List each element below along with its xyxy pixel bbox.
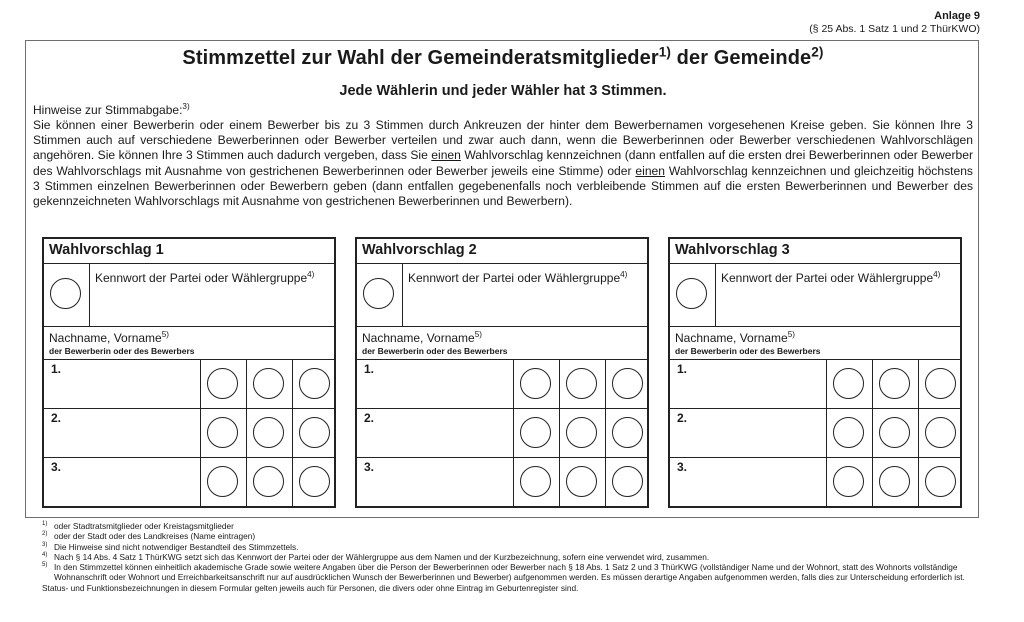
footnote-text: oder der Stadt oder des Landkreises (Name eintragen)	[54, 531, 256, 542]
wahlvorschlag-box	[355, 237, 649, 508]
keyword-row	[44, 264, 334, 327]
vote-cell	[826, 458, 872, 507]
list-vote-cell	[357, 264, 403, 326]
keyword-row	[357, 264, 647, 327]
keyword-label	[721, 271, 940, 285]
vote-cell	[605, 458, 651, 507]
ballot-subtitle: Jede Wählerin und jeder Wähler hat 3 Stimmen.	[339, 83, 667, 99]
wahlvorschlag-box	[668, 237, 962, 508]
candidate-number: 1.	[364, 362, 375, 376]
vote-cell	[872, 360, 918, 408]
candidate-row	[357, 360, 647, 409]
name-label-note: 5)	[161, 330, 169, 339]
vote-cell	[918, 409, 964, 457]
candidate-number: 1.	[677, 362, 688, 376]
hint-label	[33, 103, 190, 117]
candidate-number: 3.	[364, 460, 375, 474]
footnote	[42, 531, 980, 541]
footnote-text: Die Hinweise sind nicht notwendiger Bestandteil des Stimmzettels.	[54, 541, 299, 552]
vote-cell	[200, 409, 246, 457]
vote-circle[interactable]	[612, 368, 643, 399]
vote-cell	[826, 360, 872, 408]
vote-cell	[826, 409, 872, 457]
candidate-row	[357, 409, 647, 458]
vote-circle[interactable]	[833, 417, 864, 448]
candidate-row	[44, 458, 334, 507]
name-sublabel: der Bewerberin oder des Bewerbers	[675, 346, 821, 356]
footnote-mark: 5)	[42, 562, 48, 569]
name-sublabel: der Bewerberin oder des Bewerbers	[49, 346, 195, 356]
ballot-title-note2: 2)	[811, 44, 824, 60]
vote-circle[interactable]	[566, 368, 597, 399]
annex-label	[809, 10, 980, 36]
annex-number: Anlage 9	[934, 10, 980, 22]
vote-circle[interactable]	[253, 368, 284, 399]
candidate-number: 2.	[677, 411, 688, 425]
hint-underline1: einen	[431, 148, 461, 163]
vote-circle[interactable]	[207, 466, 238, 497]
vote-circle[interactable]	[925, 466, 956, 497]
ballot-title	[26, 44, 980, 70]
candidate-row	[670, 458, 960, 507]
name-label-note: 5)	[474, 330, 482, 339]
candidate-row	[357, 458, 647, 507]
ballot-title-note1: 1)	[658, 44, 672, 60]
ballot-title-end: der Gemeinde	[671, 47, 812, 69]
vote-circle[interactable]	[253, 417, 284, 448]
list-vote-circle[interactable]	[363, 278, 394, 309]
name-label-text: Nachname, Vorname	[49, 331, 162, 345]
vote-cell	[246, 360, 292, 408]
footnote-mark: 4)	[42, 551, 48, 558]
keyword-label	[95, 271, 314, 285]
list-vote-cell	[670, 264, 716, 326]
vote-cell	[513, 458, 559, 507]
candidate-row	[670, 409, 960, 458]
hint-part2: Wahlvorschlag kennzeichnen (dann entfallen auf die ersten drei Bewerberinnen oder Bewerber des Wahlvorschlags mit Ausnahme von gestrichenen Bewerberinnen oder Bewerber jeweils eine Stimme) oder	[33, 148, 973, 178]
footnote-mark: 3)	[42, 541, 48, 548]
vote-circle[interactable]	[253, 466, 284, 497]
vote-circle[interactable]	[566, 466, 597, 497]
vote-cell	[292, 360, 338, 408]
vote-circle[interactable]	[879, 368, 910, 399]
candidate-number: 2.	[364, 411, 375, 425]
candidate-row	[44, 409, 334, 458]
name-label	[675, 327, 960, 345]
vote-circle[interactable]	[299, 466, 330, 497]
vote-circle[interactable]	[520, 417, 551, 448]
list-vote-circle[interactable]	[50, 278, 81, 309]
candidate-number: 2.	[51, 411, 62, 425]
vote-cell	[918, 458, 964, 507]
name-header-row	[357, 327, 647, 360]
vote-circle[interactable]	[207, 417, 238, 448]
ballot-frame	[25, 40, 979, 518]
hint-label-note: 3)	[182, 102, 190, 111]
annex-reference: (§ 25 Abs. 1 Satz 1 und 2 ThürKWO)	[809, 23, 980, 35]
name-header-row	[44, 327, 334, 360]
candidate-row	[44, 360, 334, 409]
vote-circle[interactable]	[925, 417, 956, 448]
list-vote-circle[interactable]	[676, 278, 707, 309]
wahlvorschlag-title: Wahlvorschlag 2	[357, 239, 647, 264]
vote-cell	[559, 409, 605, 457]
hint-underline2: einen	[635, 163, 665, 178]
keyword-label-note: 4)	[620, 270, 628, 279]
vote-circle[interactable]	[925, 368, 956, 399]
footnote-text: oder Stadtratsmitglieder oder Kreistagsmitglieder	[54, 521, 234, 531]
candidate-number: 3.	[677, 460, 688, 474]
vote-cell	[559, 360, 605, 408]
vote-circle[interactable]	[520, 368, 551, 399]
wahlvorschlag-title: Wahlvorschlag 1	[44, 239, 334, 264]
hint-part3: Wahlvorschlag kennzeichnen und gleichzeitig höchstens 3 Stimmen einzelnen Bewerberinnen oder Bewerbern geben (dann entfallen gegebenenfalls noch verbleibende Stimmen auf die ersten Bewerberinnen und Bewerber des gekennzeichneten Wahlvorschlags mit Ausnahme von gestrichenen Bewerberinnen und Bewerbern).	[33, 163, 973, 209]
vote-circle[interactable]	[879, 417, 910, 448]
keyword-row	[670, 264, 960, 327]
candidate-number: 3.	[51, 460, 62, 474]
footnote-mark: 1)	[42, 521, 48, 527]
vote-circle[interactable]	[520, 466, 551, 497]
footnote-text: Nach § 14 Abs. 4 Satz 1 ThürKWG setzt sich das Kennwort der Partei oder der Wählergruppe aus dem Namen und der Kurzbezeichnung, sofern eine verwendet wird, zusammen.	[54, 551, 710, 562]
ballot-title-main: Stimmzettel zur Wahl der Gemeinderatsmitglieder	[182, 47, 659, 69]
name-label	[362, 327, 647, 345]
vote-cell	[918, 360, 964, 408]
keyword-label-note: 4)	[307, 270, 315, 279]
hint-text	[33, 118, 973, 209]
vote-cell	[292, 409, 338, 457]
candidate-number: 1.	[51, 362, 62, 376]
vote-cell	[246, 409, 292, 457]
name-label-text: Nachname, Vorname	[675, 331, 788, 345]
vote-cell	[872, 409, 918, 457]
vote-cell	[872, 458, 918, 507]
keyword-label-text: Kennwort der Partei oder Wählergruppe	[408, 271, 621, 285]
vote-cell	[246, 458, 292, 507]
wahlvorschlag-box	[42, 237, 336, 508]
keyword-label-text: Kennwort der Partei oder Wählergruppe	[95, 271, 308, 285]
vote-circle[interactable]	[299, 368, 330, 399]
list-vote-cell	[44, 264, 90, 326]
footnote-mark: 2)	[42, 531, 48, 538]
footnote	[42, 542, 980, 552]
footnote	[42, 521, 980, 531]
wahlvorschlag-title: Wahlvorschlag 3	[670, 239, 960, 264]
vote-circle[interactable]	[299, 417, 330, 448]
vote-circle[interactable]	[879, 466, 910, 497]
keyword-label-text: Kennwort der Partei oder Wählergruppe	[721, 271, 934, 285]
keyword-label	[408, 271, 627, 285]
hint-part1: Sie können einer Bewerberin oder einem Bewerber bis zu 3 Stimmen durch Ankreuzen der hinter dem Bewerbernamen vorgesehenen Kreise geben. Sie können Ihre 3 Stimmen auch auf verschiedene Bewerberinnen oder Bewerber verteilen und zwar auch dann, wenn die Bewerberinnen oder Bewerber verschiedenen Wahlvorschlägen angehören. Sie können Ihre 3 Stimmen auch dadurch vergeben, dass Sie	[33, 118, 973, 163]
vote-cell	[605, 409, 651, 457]
vote-circle[interactable]	[833, 368, 864, 399]
vote-cell	[292, 458, 338, 507]
vote-cell	[513, 360, 559, 408]
vote-circle[interactable]	[207, 368, 238, 399]
vote-cell	[605, 360, 651, 408]
vote-circle[interactable]	[566, 417, 597, 448]
vote-circle[interactable]	[612, 417, 643, 448]
name-label-text: Nachname, Vorname	[362, 331, 475, 345]
vote-cell	[200, 360, 246, 408]
footnotes	[42, 521, 980, 593]
footnote	[42, 552, 980, 562]
footnote-text: In den Stimmzettel können einheitlich akademische Grade sowie weitere Angaben über die Person der Bewerberinnen oder Bewerber nach § 18 Abs. 1 Satz 2 und 3 ThürKWG (vollständiger Name und der Wohnort, statt des Wohnorts vollständige Wohnanschrift oder Wohnort und Erreichbarkeitsanschrift nur auf ausdrücklichen Wunsch der Bewerberinnen und Bewerber) aufgenommen werden. Es müssen derartige Angaben aufgenommen werden, falls dies zur Unterscheidung erforderlich ist.	[54, 562, 965, 583]
vote-cell	[559, 458, 605, 507]
name-label-note: 5)	[787, 330, 795, 339]
name-label	[49, 327, 334, 345]
vote-circle[interactable]	[833, 466, 864, 497]
vote-cell	[200, 458, 246, 507]
vote-cell	[513, 409, 559, 457]
candidate-row	[670, 360, 960, 409]
name-sublabel: der Bewerberin oder des Bewerbers	[362, 346, 508, 356]
name-header-row	[670, 327, 960, 360]
footer-note: Status- und Funktionsbezeichnungen in diesem Formular gelten jeweils auch für Personen, die divers oder ohne Eintrag im Geburtenregister sind.	[42, 582, 579, 593]
vote-circle[interactable]	[612, 466, 643, 497]
keyword-label-note: 4)	[933, 270, 941, 279]
hint-label-text: Hinweise zur Stimmabgabe:	[33, 103, 183, 117]
footnote	[42, 562, 980, 583]
